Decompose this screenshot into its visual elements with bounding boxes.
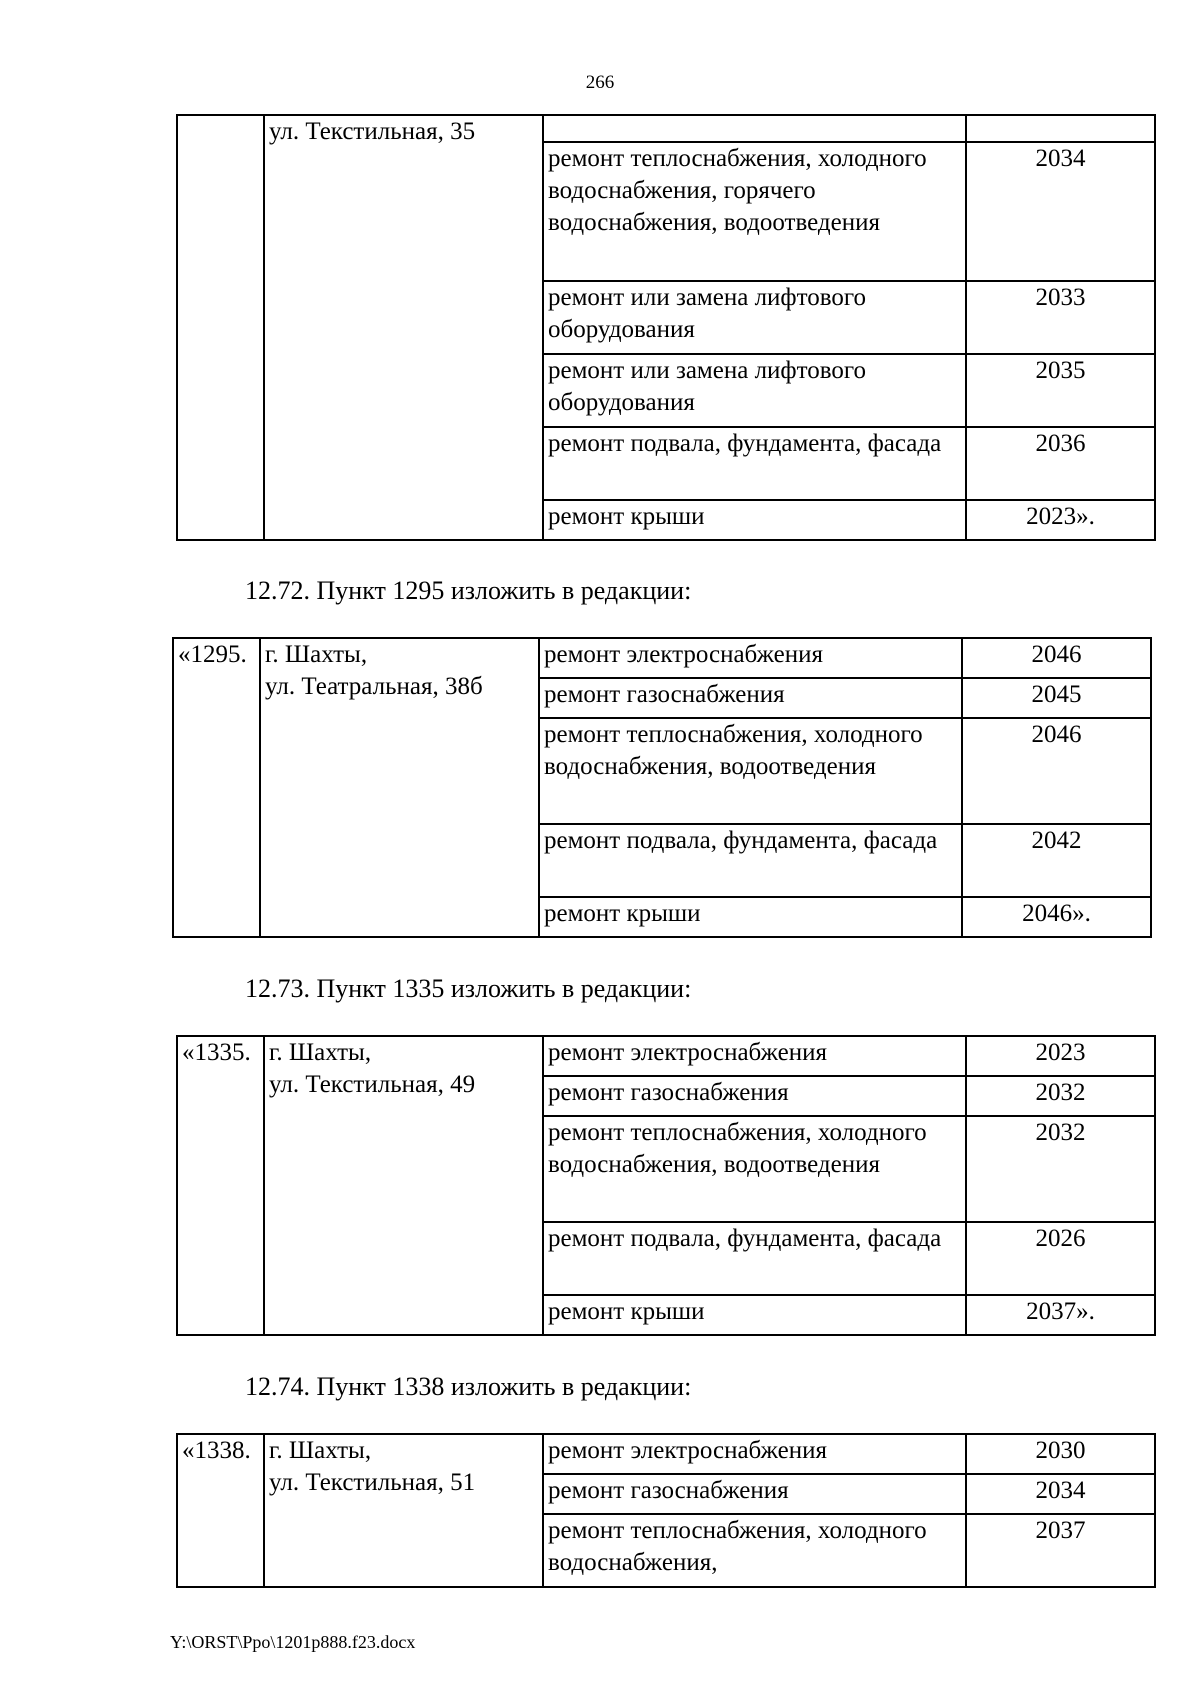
- year-cell: 2032: [966, 1076, 1155, 1116]
- work-cell: ремонт или замена лифтового оборудования: [543, 281, 966, 354]
- year-cell: 2046: [962, 718, 1151, 824]
- work-cell: ремонт теплоснабжения, холодного водоснабжения, водоотведения: [539, 718, 962, 824]
- works-table-1338: [176, 1433, 1156, 1588]
- work-cell: ремонт электроснабжения: [543, 1036, 966, 1076]
- item-number-cell: «1338.: [177, 1434, 264, 1587]
- work-cell: ремонт газоснабжения: [543, 1076, 966, 1116]
- item-number-cell: «1335.: [177, 1036, 264, 1335]
- year-cell: 2042: [962, 824, 1151, 897]
- year-cell: 2033: [966, 281, 1155, 354]
- work-cell: ремонт крыши: [543, 500, 966, 540]
- year-cell: 2034: [966, 1474, 1155, 1514]
- work-cell: ремонт теплоснабжения, холодного водоснабжения,: [543, 1514, 966, 1587]
- work-cell: ремонт подвала, фундамента, фасада: [543, 427, 966, 500]
- work-cell: ремонт подвала, фундамента, фасада: [543, 1222, 966, 1295]
- year-cell: 2037».: [966, 1295, 1155, 1335]
- work-cell: [543, 115, 966, 142]
- year-cell: [966, 115, 1155, 142]
- work-cell: ремонт крыши: [543, 1295, 966, 1335]
- address-city: г. Шахты,: [269, 1437, 372, 1464]
- work-cell: ремонт крыши: [539, 897, 962, 937]
- address-street: ул. Текстильная, 49: [269, 1071, 476, 1098]
- address-cell: [264, 1036, 543, 1335]
- year-cell: 2046».: [962, 897, 1151, 937]
- address-street: ул. Текстильная, 35: [269, 118, 476, 145]
- page-number: 266: [585, 72, 615, 93]
- paragraph-12-74: 12.74. Пункт 1338 изложить в редакции:: [245, 1372, 692, 1401]
- year-cell: 2037: [966, 1514, 1155, 1587]
- work-cell: ремонт подвала, фундамента, фасада: [539, 824, 962, 897]
- year-cell: 2023».: [966, 500, 1155, 540]
- year-cell: 2034: [966, 142, 1155, 281]
- year-cell: 2030: [966, 1434, 1155, 1474]
- year-cell: 2036: [966, 427, 1155, 500]
- year-cell: 2046: [962, 638, 1151, 678]
- footer-file-path: Y:\ORST\Ppo\1201p888.f23.docx: [170, 1632, 416, 1652]
- work-cell: ремонт электроснабжения: [539, 638, 962, 678]
- year-cell: 2035: [966, 354, 1155, 427]
- works-table-1295: [172, 637, 1152, 938]
- work-cell: ремонт газоснабжения: [539, 678, 962, 718]
- paragraph-12-73: 12.73. Пункт 1335 изложить в редакции:: [245, 974, 692, 1003]
- works-table-1335: [176, 1035, 1156, 1336]
- work-cell: ремонт газоснабжения: [543, 1474, 966, 1514]
- year-cell: 2023: [966, 1036, 1155, 1076]
- year-cell: 2045: [962, 678, 1151, 718]
- address-cell: [264, 1434, 543, 1587]
- year-cell: 2026: [966, 1222, 1155, 1295]
- work-cell: ремонт теплоснабжения, холодного водоснабжения, водоотведения: [543, 1116, 966, 1222]
- paragraph-12-72: 12.72. Пункт 1295 изложить в редакции:: [245, 576, 692, 605]
- address-city: г. Шахты,: [269, 1039, 372, 1066]
- work-cell: ремонт или замена лифтового оборудования: [543, 354, 966, 427]
- work-cell: ремонт теплоснабжения, холодного водоснабжения, горячего водоснабжения, водоотведения: [543, 142, 966, 281]
- address-city: г. Шахты,: [265, 641, 368, 668]
- works-table-continuation: [176, 114, 1156, 541]
- address-street: ул. Текстильная, 51: [269, 1469, 476, 1496]
- address-cell: [260, 638, 539, 937]
- address-street: ул. Театральная, 38б: [265, 673, 483, 700]
- work-cell: ремонт электроснабжения: [543, 1434, 966, 1474]
- year-cell: 2032: [966, 1116, 1155, 1222]
- item-number-cell: [177, 115, 264, 540]
- address-cell: [264, 115, 543, 540]
- item-number-cell: «1295.: [173, 638, 260, 937]
